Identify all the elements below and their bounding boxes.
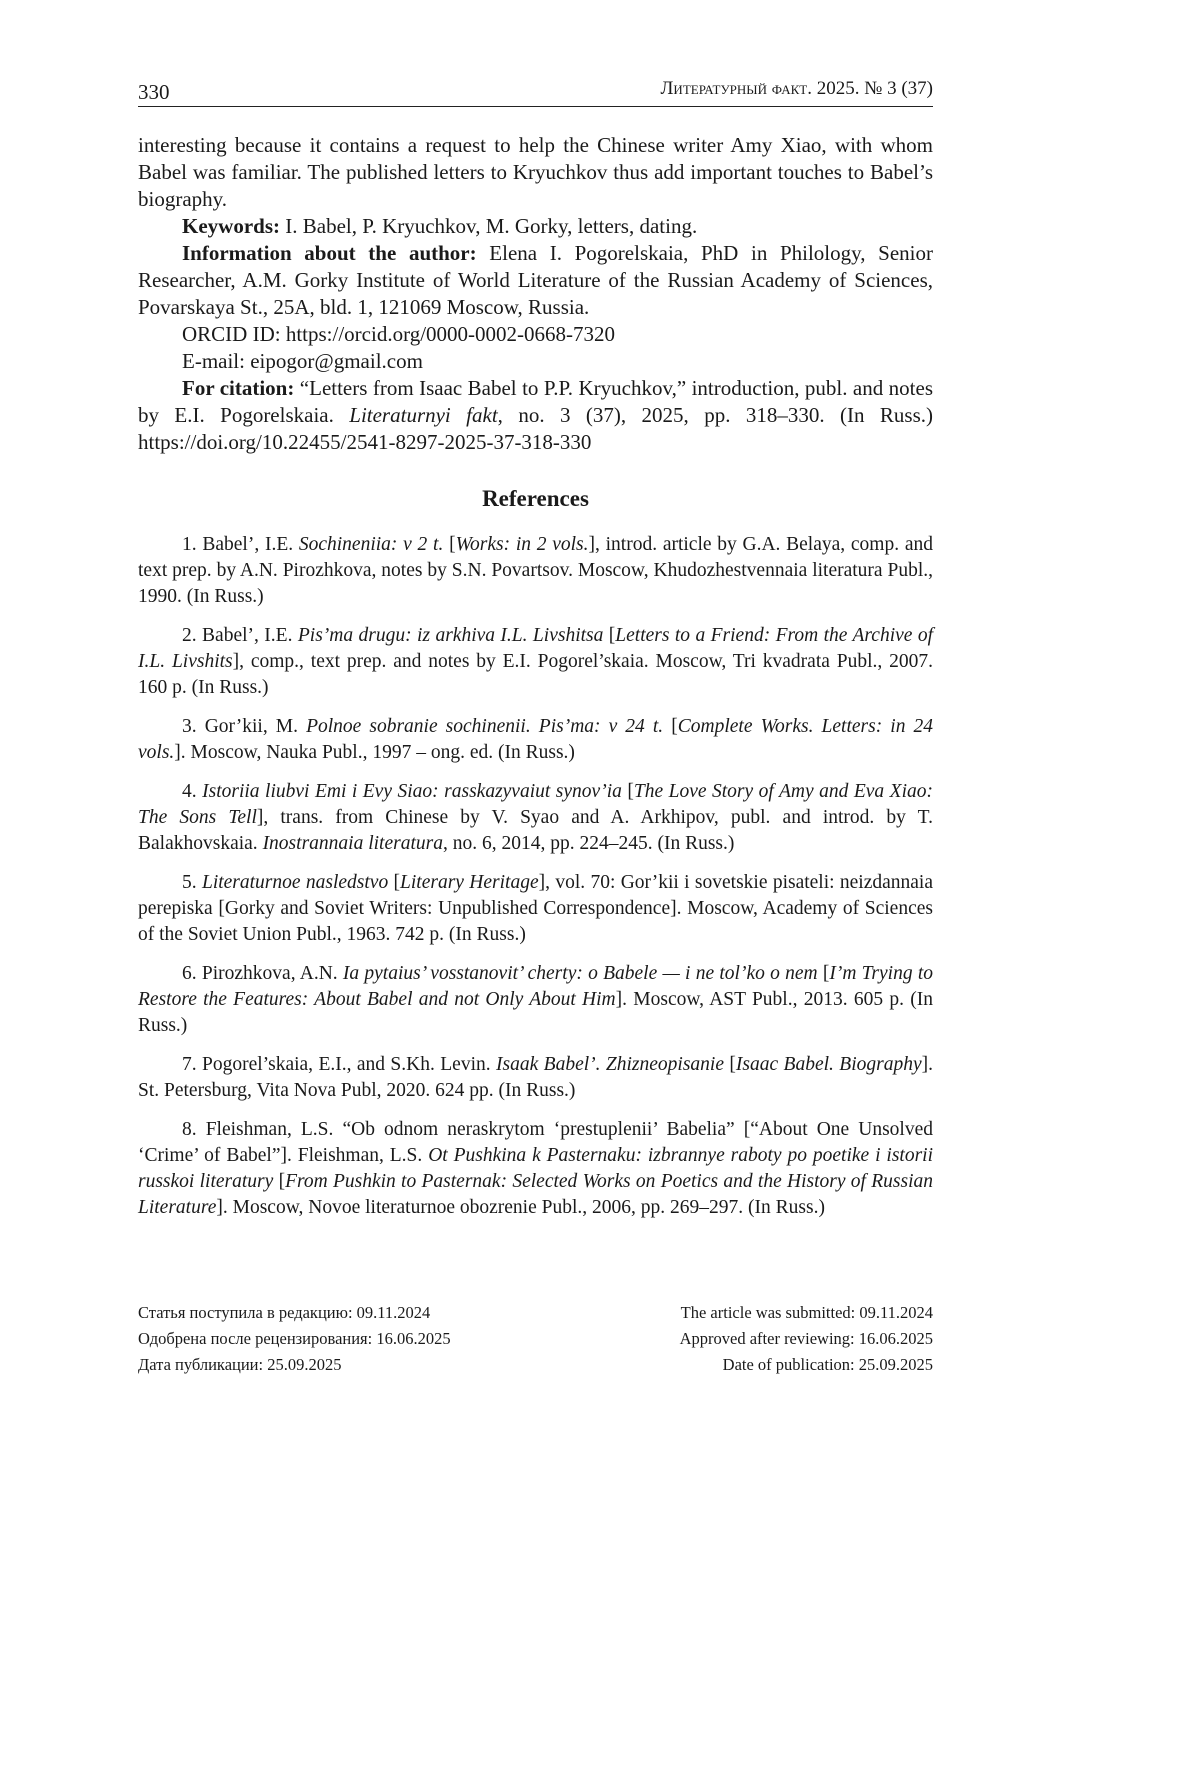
published-date-ru: Дата публикации: 25.09.2025 (138, 1355, 342, 1374)
reference-item: 7. Pogorel’skaia, E.I., and S.Kh. Levin. Isaak Babel’. Zhizneopisanie [Isaac Babel. Biography]. St. Petersburg, Vita Nova Publ, 2020. 624 pp. (In Russ.) (138, 1054, 933, 1101)
reference-item: 8. Fleishman, L.S. “Ob odnom neraskrytom ‘prestuplenii’ Babelia” [“About One Unsolved ‘Crime’ of Babel”]. Fleishman, L.S. Ot Pushkina k Pasternaku: izbrannye raboty po poetike i istorii russkoi literatury [From Pushkin to Pasternak: Selected Works on Poetics and the History of Russian Literature]. Moscow, Novoe literaturnoe obozrenie Publ., 2006, pp. 269–297. (In Russ.) (138, 1119, 933, 1218)
citation-post: , no. 3 (37), 2025, pp. 318–330. (In Russ.) https://doi.org/10.22455/2541-8297-2025-37-318-330 (138, 403, 933, 454)
approved-date-en: Approved after reviewing: 16.06.2025 (679, 1329, 933, 1348)
published-date-en: Date of publication: 25.09.2025 (722, 1355, 933, 1374)
reference-item: 2. Babel’, I.E. Pis’ma drugu: iz arkhiva I.L. Livshitsa [Letters to a Friend: From the Archive of I.L. Livshits], comp., text prep. and notes by E.I. Pogorel’skaia. Moscow, Tri kvadrata Publ., 2007. 160 p. (In Russ.) (138, 625, 934, 698)
dates-english (680, 1300, 933, 1378)
reference-item: 6. Pirozhkova, A.N. Ia pytaius’ vosstanovit’ cherty: o Babele — i ne tol’ko o nem [I’m Trying to Restore the Features: About Babel and not Only About Him]. Moscow, AST Publ., 2013. 605 p. (In Russ.) (138, 963, 934, 1036)
page-number: 330 (138, 80, 170, 104)
author-info-text: Elena I. Pogorelskaia, PhD in Philology, Senior Researcher, A.M. Gorky Institute of World Literature of the Russian Academy of Sciences, Povarskaya St., 25A, bld. 1, 121069 Moscow, Russia. (138, 241, 934, 319)
submitted-date-ru: Статья поступила в редакцию: 09.11.2024 (138, 1303, 431, 1322)
journal-title-text: Литературный факт. 2025. № 3 (37) (660, 78, 933, 99)
dates-russian (138, 1300, 451, 1378)
abstract-block (138, 132, 933, 456)
keywords-label: Keywords: (182, 214, 280, 238)
running-head (138, 76, 933, 107)
keywords (138, 213, 933, 240)
keywords-text: I. Babel, P. Kryuchkov, M. Gorky, letters, dating. (285, 214, 698, 238)
email-link[interactable]: E-mail: eipogor@gmail.com (182, 349, 423, 373)
citation (138, 375, 933, 456)
journal-title (661, 78, 933, 100)
reference-item: 3. Gor’kii, M. Polnoe sobranie sochinenii. Pis’ma: v 24 t. [Complete Works. Letters: in 24 vols.]. Moscow, Nauka Publ., 1997 – ong. ed. (In Russ.) (138, 716, 934, 763)
approved-date-ru: Одобрена после рецензирования: 16.06.2025 (138, 1329, 451, 1348)
citation-pre: “Letters from Isaac Babel to P.P. Kryuchkov,” introduction, publ. and notes by E.I. Pogorelskaia. (138, 376, 934, 427)
reference-item: 5. Literaturnoe nasledstvo [Literary Heritage], vol. 70: Gor’kii i sovetskie pisateli: neizdannaia perepiska [Gorky and Soviet Writers: Unpublished Correspondence]. Moscow, Academy of Sciences of the Soviet Union Publ., 1963. 742 p. (In Russ.) (138, 872, 934, 945)
submitted-date-en: The article was submitted: 09.11.2024 (680, 1303, 933, 1322)
reference-item: 4. Istoriia liubvi Emi i Evy Siao: rasskazyvaiut synov’ia [The Love Story of Amy and Eva Xiao: The Sons Tell], trans. from Chinese by V. Syao and A. Arkhipov, publ. and introd. by T. Balakhovskaia. Inostrannaia literatura, no. 6, 2014, pp. 224–245. (In Russ.) (138, 781, 934, 854)
author-info-label: Information about the author: (182, 241, 477, 265)
citation-journal: Literaturnyi fakt (349, 403, 498, 427)
reference-item: 1. Babel’, I.E. Sochineniia: v 2 t. [Works: in 2 vols.], introd. article by G.A. Belaya, comp. and text prep. by A.N. Pirozhkova, notes by S.N. Povartsov. Moscow, Khudozhestvennaia literatura Publ., 1990. (In Russ.) (138, 534, 933, 607)
references-list (138, 532, 933, 1234)
abstract-continuation: interesting because it contains a request to help the Chinese writer Amy Xiao, with whom Babel was familiar. The published letters to Kryuchkov thus add important touches to Babel’s biography. (138, 133, 933, 211)
references-heading: References (482, 486, 589, 511)
orcid-link[interactable]: ORCID ID: https://orcid.org/0000-0002-0668-7320 (182, 322, 616, 346)
citation-label: For citation: (182, 376, 295, 400)
author-info (138, 240, 933, 321)
